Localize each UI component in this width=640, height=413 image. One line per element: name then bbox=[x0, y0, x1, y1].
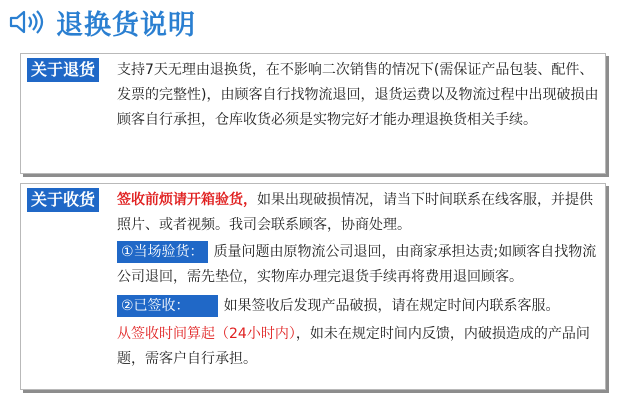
deadline-note bbox=[117, 322, 601, 372]
deadline-red: 从签收时间算起（24小时内） bbox=[117, 326, 296, 342]
return-tag: 关于退货 bbox=[27, 58, 99, 82]
signed-item bbox=[117, 294, 601, 319]
inspect-warning: 签收前烦请开箱验货， bbox=[117, 192, 257, 208]
deadline-text: ，如未在规定时间内反馈，内破损造成的产品问题，需客户自行承担。 bbox=[117, 326, 590, 367]
receive-policy-box bbox=[20, 183, 606, 390]
signed-label: ②已签收： bbox=[117, 295, 218, 317]
receive-intro-text: 如果出现破损情况，请当下时间联系在线客服，并提供照片、或者视频。我司会联系顾客，协商处理。 bbox=[117, 192, 593, 233]
receive-intro bbox=[117, 188, 599, 238]
page-title: 退换货说明 bbox=[56, 9, 196, 41]
page-header bbox=[8, 4, 196, 40]
return-policy-box bbox=[20, 53, 606, 174]
onsite-inspection-label: ①当场验货： bbox=[117, 241, 208, 263]
speaker-icon bbox=[8, 7, 52, 37]
receive-tag: 关于收货 bbox=[27, 188, 99, 212]
signed-text: 如果签收后发现产品破损，请在规定时间内联系客服。 bbox=[223, 298, 560, 314]
return-policy-text: 支持7天无理由退换货，在不影响二次销售的情况下(需保证产品包装、配件、发票的完整性)，由顾客自行找物流退回，退货运费以及物流过程中出现破损由顾客自行承担，仓库收货必须是实物完好才能办理退换货相关手续。 bbox=[117, 62, 599, 128]
onsite-inspection-item bbox=[117, 240, 601, 290]
onsite-inspection-text: 质量问题由原物流公司退回，由商家承担达责;如顾客自找物流公司退回，需先垫位，实物库办理完退货手续再将费用退回顾客。 bbox=[117, 244, 597, 285]
